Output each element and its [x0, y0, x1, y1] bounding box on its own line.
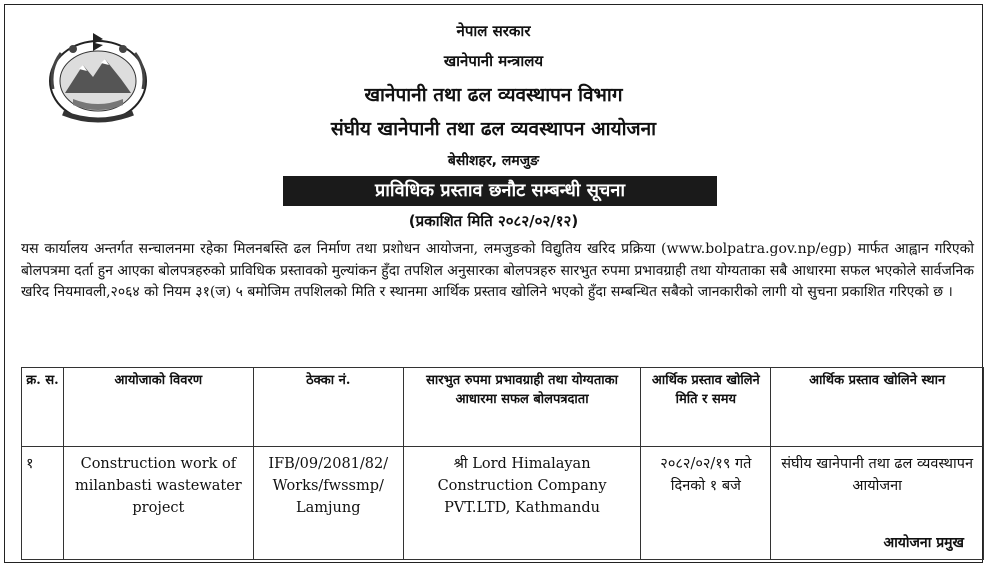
col-header-sn: क्र. स.	[22, 368, 64, 447]
cell-bidder: श्री Lord Himalayan Construction Company PVT.LTD, Kathmandu	[403, 447, 641, 560]
department-title: खानेपानी तथा ढल व्यवस्थापन विभाग	[364, 84, 623, 106]
bidder-table	[21, 367, 984, 560]
cell-datetime: २०८२/०२/१९ गते दिनको १ बजे	[641, 447, 771, 560]
cell-description: Construction work of milanbasti wastewater project	[63, 447, 253, 560]
nepal-government-emblem-icon	[43, 29, 153, 127]
government-title: नेपाल सरकार	[456, 22, 531, 40]
col-header-bidder: सारभुत रुपमा प्रभावग्राही तथा योग्यताका आधारमा सफल बोलपत्रदाता	[403, 368, 641, 447]
col-header-place: आर्थिक प्रस्ताव खोलिने स्थान	[771, 368, 984, 447]
col-header-contract: ठेक्का नं.	[253, 368, 403, 447]
published-date: (प्रकाशित मिति २०८२/०२/१२)	[408, 212, 579, 230]
col-header-description: आयोजाको विवरण	[63, 368, 253, 447]
cell-sn: १	[22, 447, 64, 560]
signature-title: आयोजना प्रमुख	[883, 535, 964, 551]
table-row	[22, 447, 984, 560]
office-location: बेसीशहर, लमजुङ	[447, 153, 540, 169]
cell-place: संघीय खानेपानी तथा ढल व्यवस्थापन आयोजना	[771, 447, 984, 560]
cell-contract: IFB/09/2081/82/ Works/fwssmp/ Lamjung	[253, 447, 403, 560]
notice-page	[4, 4, 983, 563]
table-header-row	[22, 368, 984, 447]
ministry-title: खानेपानी मन्त्रालय	[443, 52, 544, 70]
notice-body: यस कार्यालय अन्तर्गत सन्चालनमा रहेका मिलनबस्ति ढल निर्माण तथा प्रशोधन आयोजना, लमजुङको विद्युतिय खरिद प्रक्रिया (www.bolpatra.gov.np/egp) मार्फत आह्वान गरिएको बोलपत्रमा दर्ता हुन आएका बोलपत्रहरुको प्राविधिक प्रस्तावको मुल्यांकन हुँदा तपशिल अनुसारका बोलपत्रहरु सारभुत रुपमा प्रभावग्राही तथा योग्यताका सबै आधारमा सफल भएकोले सार्वजनिक खरिद नियमावली,२०६४ को नियम ३१(ज) ५ बमोजिम तपशिलको मिति र स्थानमा आर्थिक प्रस्ताव खोलिने भएको हुँदा सम्बन्धित सबैको जानकारीको लागी यो सुचना प्रकाशित गरिएको छ ।	[21, 241, 974, 300]
col-header-datetime: आर्थिक प्रस्ताव खोलिने मिति र समय	[641, 368, 771, 447]
project-title: संघीय खानेपानी तथा ढल व्यवस्थापन आयोजना	[330, 118, 657, 140]
notice-banner: प्राविधिक प्रस्ताव छनौट सम्बन्धी सूचना	[283, 176, 717, 206]
